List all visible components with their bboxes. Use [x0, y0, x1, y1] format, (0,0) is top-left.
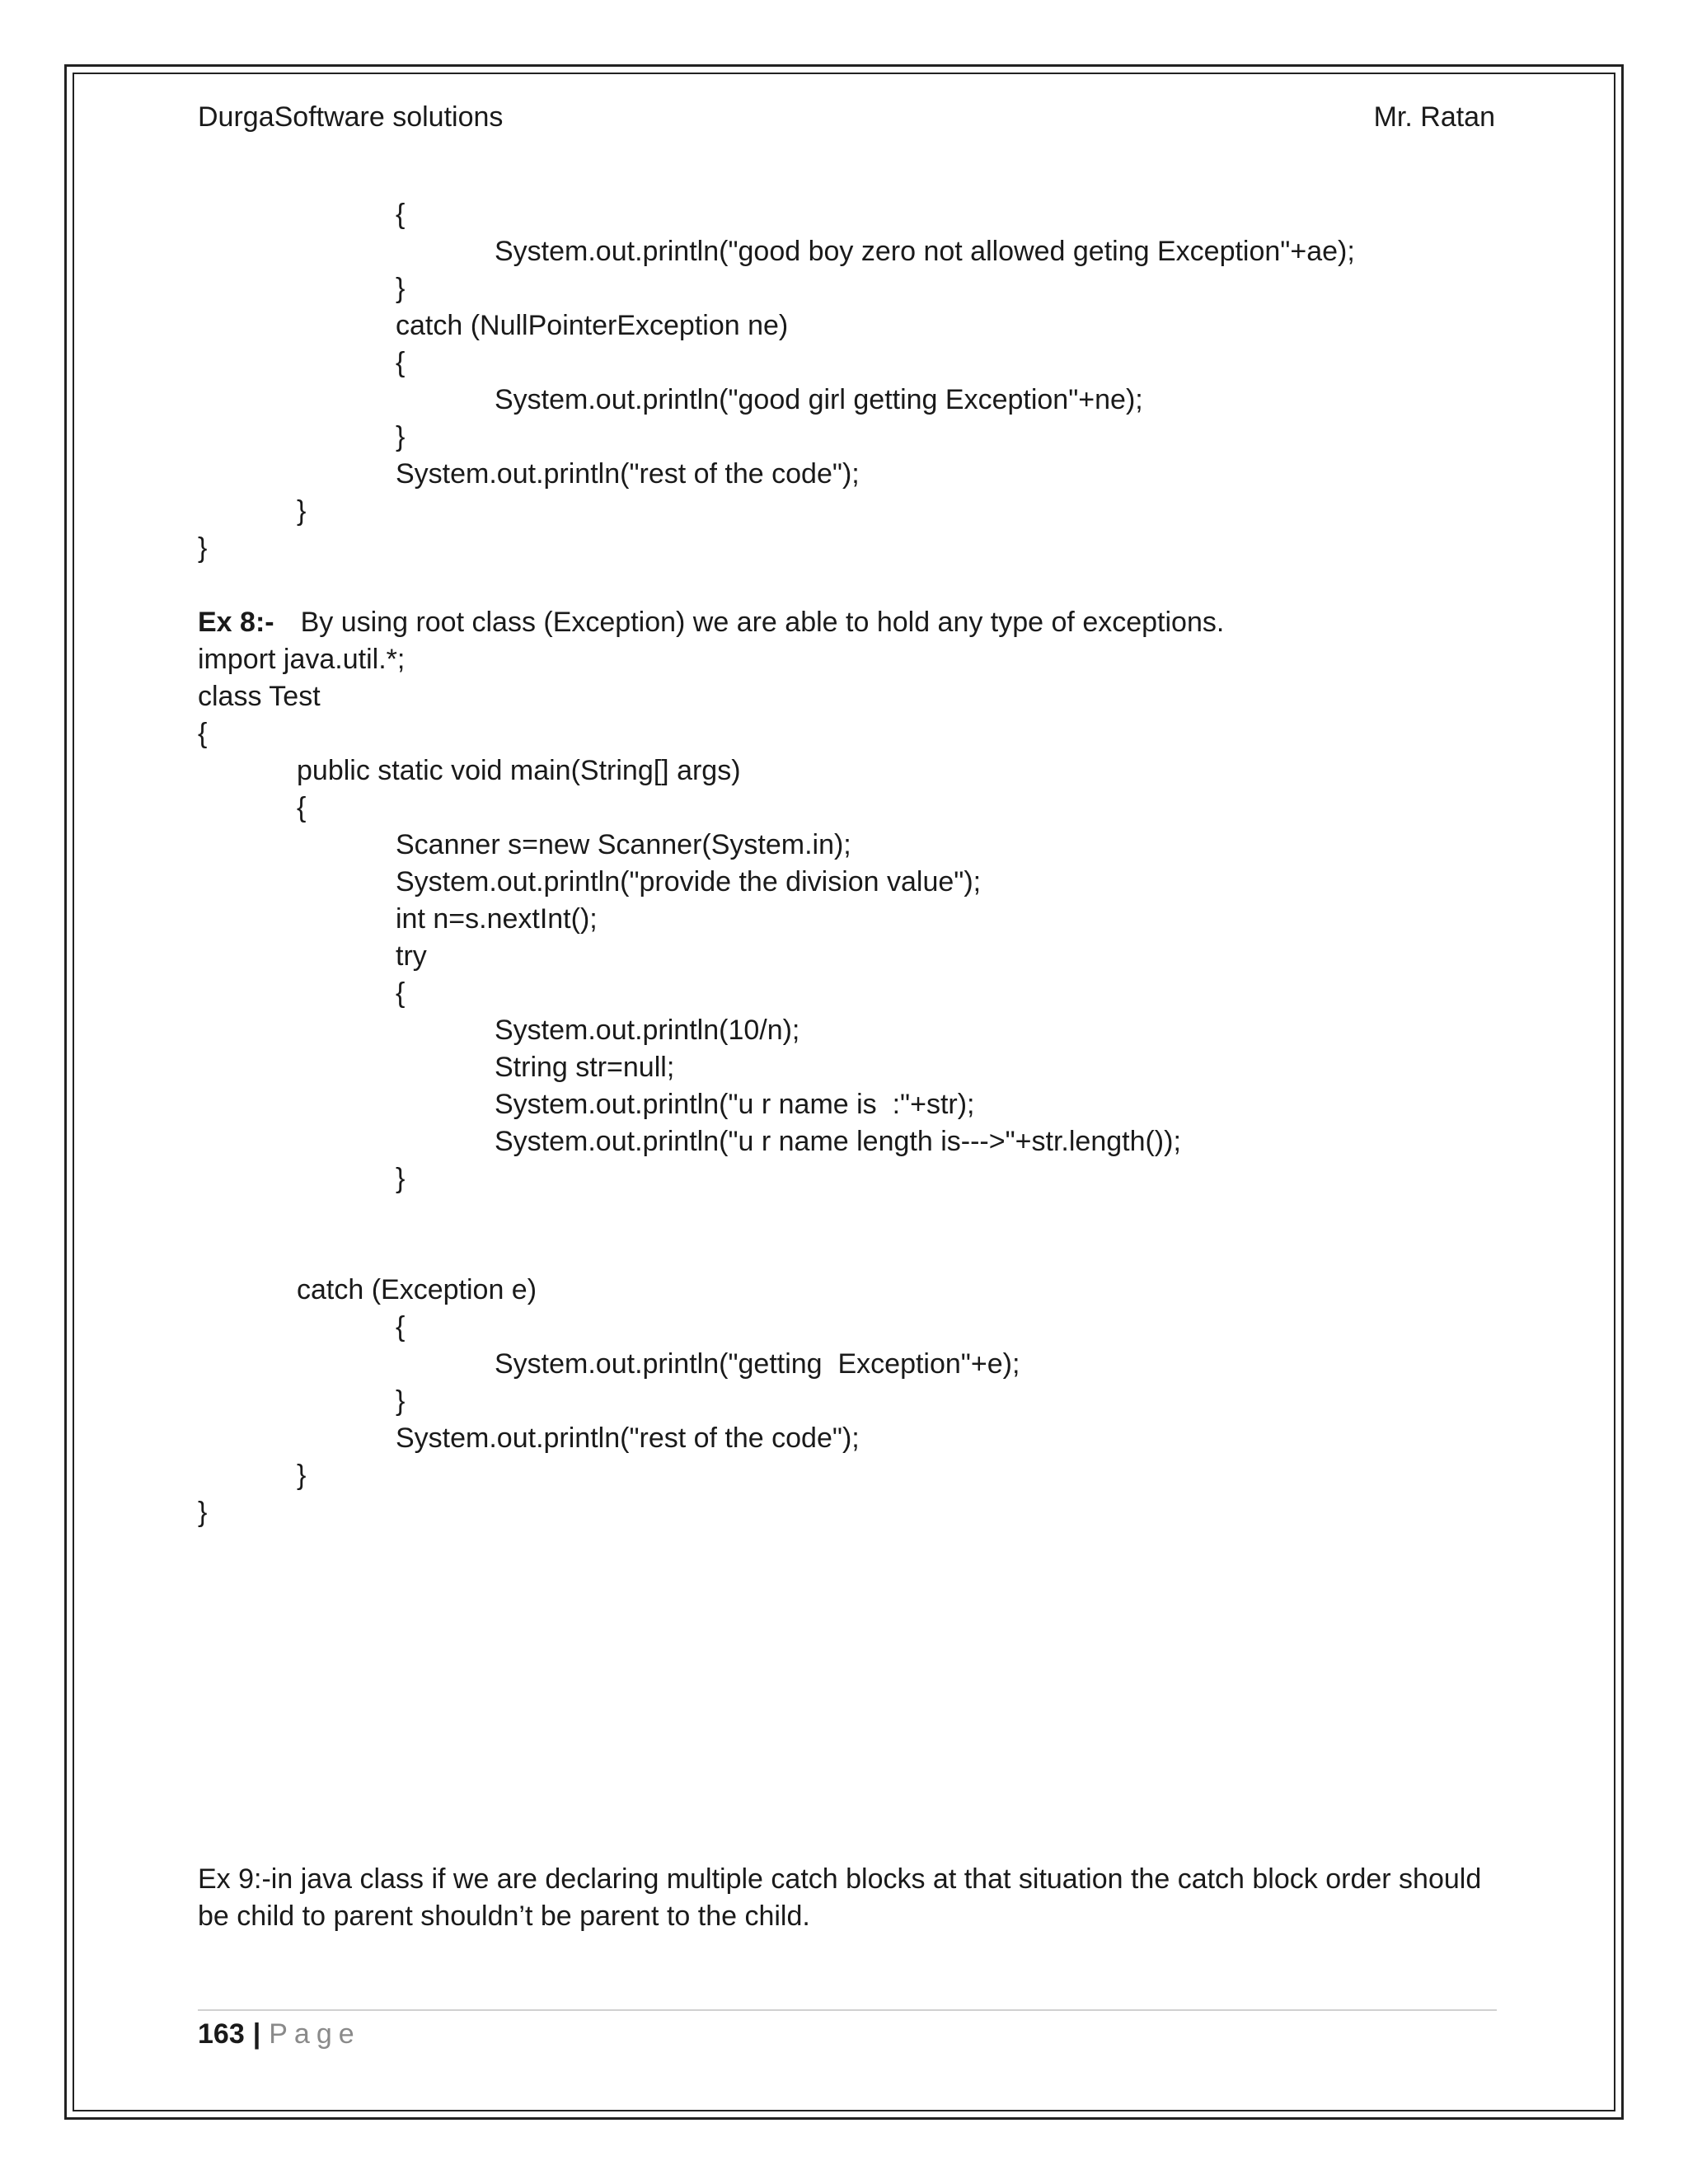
code-line: Scanner s=new Scanner(System.in); — [396, 829, 851, 860]
code-line: System.out.println("provide the division value"); — [396, 866, 982, 898]
example-9-paragraph: Ex 9:-in java class if we are declaring multiple catch blocks at that situation the catch block order should be child to parent shouldn’t be parent to the child. — [198, 1863, 1482, 1932]
code-line: { — [396, 977, 406, 1009]
code-line: } — [396, 1163, 406, 1194]
code-line: } — [198, 532, 208, 564]
code-line: } — [396, 1385, 406, 1417]
code-line: int n=s.nextInt(); — [396, 903, 598, 935]
code-line: { — [297, 792, 307, 823]
code-line: System.out.println("u r name is :"+str); — [495, 1089, 975, 1120]
example-8-label: Ex 8:- — [198, 607, 274, 638]
code-line: System.out.println("good boy zero not allowed geting Exception"+ae); — [495, 236, 1355, 267]
code-line: catch (NullPointerException ne) — [396, 310, 789, 341]
page-separator: | — [252, 2018, 261, 2050]
code-line: class Test — [198, 681, 321, 712]
code-line: System.out.println("rest of the code"); — [396, 458, 860, 490]
code-line: import java.util.*; — [198, 644, 406, 675]
code-line: System.out.println("rest of the code"); — [396, 1422, 860, 1454]
code-line: } — [297, 495, 307, 527]
example-8-heading — [198, 604, 1224, 640]
code-line: } — [396, 273, 406, 304]
header-company: DurgaSoftware solutions — [198, 101, 504, 133]
page-number: 163 — [198, 2018, 245, 2050]
example-8-text: By using root class (Exception) we are able to hold any type of exceptions. — [300, 607, 1225, 638]
code-line: String str=null; — [495, 1052, 675, 1083]
code-line: System.out.println(10/n); — [495, 1015, 800, 1046]
code-line: public static void main(String[] args) — [297, 755, 741, 786]
code-line: } — [396, 421, 406, 452]
page-footer — [198, 2016, 361, 2052]
code-line: catch (Exception e) — [297, 1274, 537, 1305]
footer-divider — [198, 2009, 1497, 2011]
code-line: } — [297, 1460, 307, 1491]
code-line: { — [396, 347, 406, 378]
code-line: { — [396, 1311, 406, 1343]
code-line: System.out.println("getting Exception"+e); — [495, 1348, 1020, 1380]
code-line: { — [396, 199, 406, 230]
page-label: Page — [269, 2018, 361, 2050]
code-line: try — [396, 940, 427, 972]
header-author: Mr. Ratan — [1373, 101, 1495, 133]
code-line: } — [198, 1497, 208, 1528]
code-line: { — [198, 718, 208, 749]
code-line: System.out.println("good girl getting Exception"+ne); — [495, 384, 1143, 415]
code-line: System.out.println("u r name length is--->"+str.length()); — [495, 1126, 1181, 1157]
